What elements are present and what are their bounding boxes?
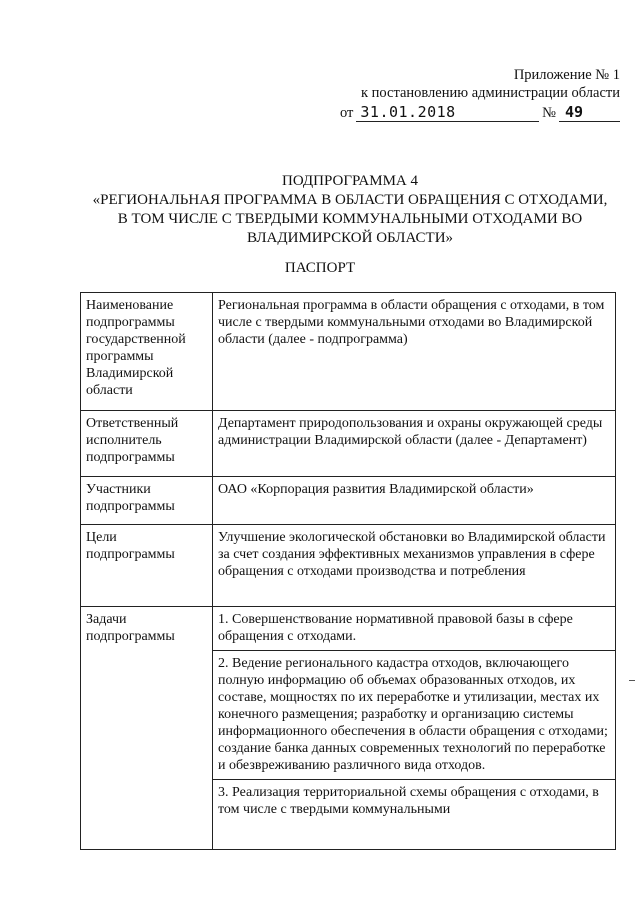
- row-value: Региональная программа в области обращения с отходами, в том числе с твердыми коммунальными отходами во Владимирской области (далее - подпрограмма): [213, 293, 616, 411]
- title-line-1: ПОДПРОГРАММА 4: [281, 173, 419, 189]
- row-label: Задачи подпрограммы: [81, 607, 213, 850]
- margin-mark: [629, 680, 635, 681]
- table-row: [81, 607, 616, 651]
- task-item-text: 3. Реализация территориальной схемы обращения с отходами, в том числе с твердыми коммунальными: [218, 785, 599, 817]
- table-row: [81, 293, 616, 411]
- title-line-4: ВЛАДИМИРСКОЙ ОБЛАСТИ»: [246, 230, 454, 246]
- resolution-date: 31.01.2018: [356, 103, 539, 122]
- title-line-3: В ТОМ ЧИСЛЕ С ТВЕРДЫМИ КОММУНАЛЬНЫМИ ОТХОДАМИ ВО: [117, 211, 583, 227]
- task-item-cut: [213, 780, 616, 850]
- row-label: Наименование подпрограммы государственной программы Владимирской области: [81, 293, 213, 411]
- row-label: Цели подпрограммы: [81, 525, 213, 607]
- subprogram-title: [60, 172, 640, 248]
- passport-heading: ПАСПОРТ: [284, 260, 356, 276]
- table-row: [81, 525, 616, 607]
- row-value: Департамент природопользования и охраны окружающей среды администрации Владимирской области (далее - Департамент): [213, 411, 616, 477]
- task-item: 1. Совершенствование нормативной правовой базы в сфере обращения с отходами.: [213, 607, 616, 651]
- number-sign: №: [542, 105, 556, 121]
- title-line-2: «РЕГИОНАЛЬНАЯ ПРОГРАММА В ОБЛАСТИ ОБРАЩЕНИЯ С ОТХОДАМИ,: [92, 192, 608, 208]
- task-item: 2. Ведение регионального кадастра отходов, включающего полную информацию об объемах образованных отходов, их составе, мощностях по их переработке и утилизации, местах их конечного размещения; разработку и организацию системы информационного обеспечения в области обращения с отходами; создание банка данных современных технологий по переработке и обезвреживанию различного вида отходов.: [213, 651, 616, 780]
- row-value: ОАО «Корпорация развития Владимирской области»: [213, 477, 616, 525]
- passport-table: [80, 292, 616, 850]
- table-row: [81, 477, 616, 525]
- date-number-line: [340, 103, 620, 122]
- row-label: Ответственный исполнитель подпрограммы: [81, 411, 213, 477]
- row-value: Улучшение экологической обстановки во Владимирской области за счет создания эффективных механизмов управления в сфере обращения с отходами производства и потребления: [213, 525, 616, 607]
- row-label: Участники подпрограммы: [81, 477, 213, 525]
- resolution-number: 49: [559, 103, 620, 122]
- appendix-header: [340, 66, 620, 122]
- table-row: [81, 411, 616, 477]
- resolution-reference: к постановлению администрации области: [360, 85, 620, 101]
- appendix-title: Приложение № 1: [513, 67, 620, 83]
- date-prefix: от: [340, 105, 354, 121]
